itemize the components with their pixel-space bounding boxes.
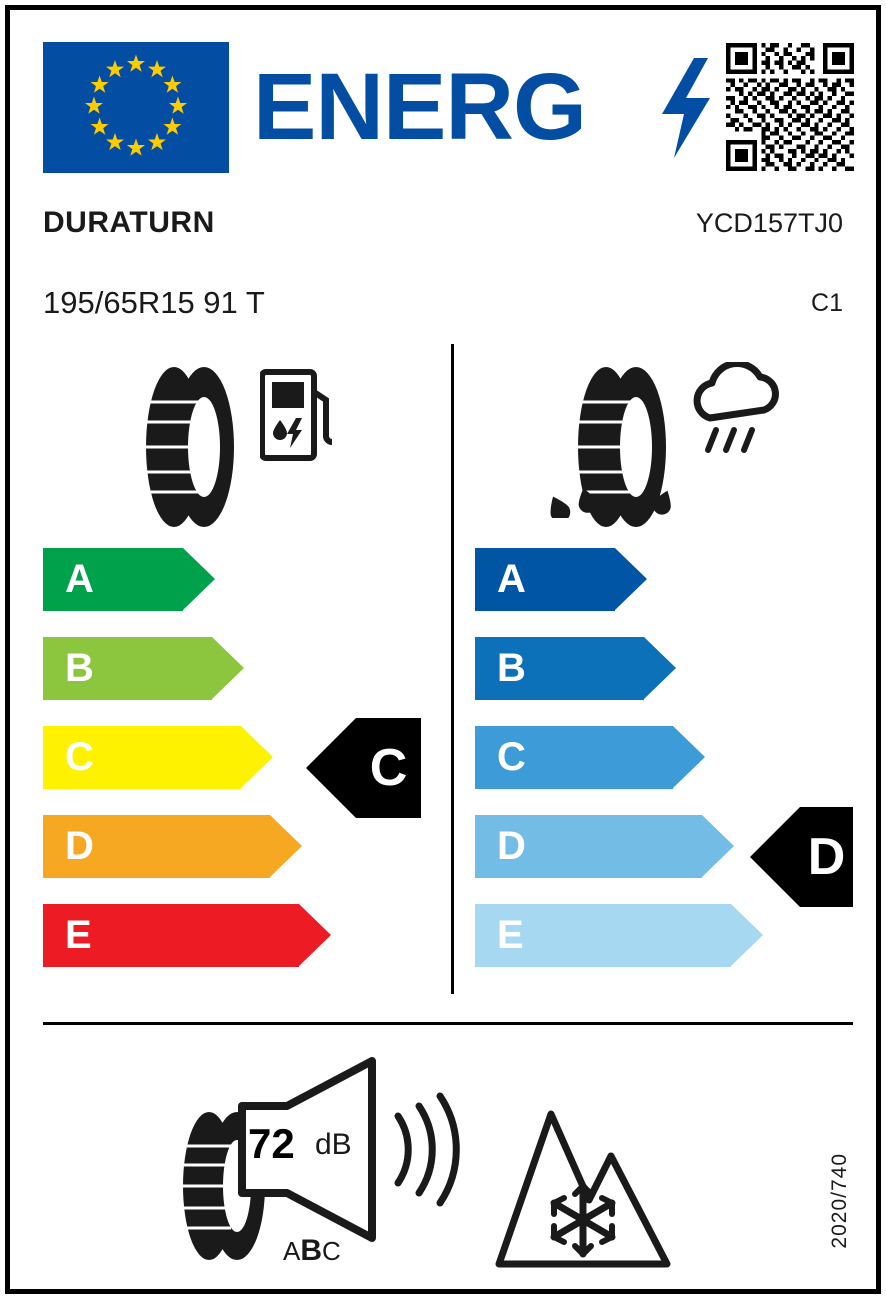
noise-value: 72 (248, 1120, 295, 1167)
wet-grade-a-letter: A (497, 557, 526, 601)
energy-label-frame (5, 5, 881, 1294)
rain-cloud-icon (686, 362, 791, 472)
wet-grade-d-letter: D (497, 824, 526, 868)
fuel-rating-letter: C (369, 739, 408, 797)
fuel-grade-d (43, 815, 302, 878)
wet-grade-c-letter: C (497, 735, 526, 779)
fuel-pump-icon (260, 368, 335, 463)
wet-grade-e (475, 904, 763, 967)
energy-wordmark: ENERG (253, 54, 586, 160)
water-splash-icon (538, 458, 698, 518)
wet-grade-a (475, 548, 647, 611)
noise-class-a: A (283, 1236, 301, 1266)
sound-waves-icon (388, 1092, 478, 1207)
fuel-grade-e-letter: E (65, 913, 92, 957)
tyre-class: C1 (811, 289, 843, 317)
noise-class-scale (283, 1234, 341, 1268)
fuel-grade-c-letter: C (65, 735, 94, 779)
eu-flag (43, 42, 229, 173)
noise-class-c: C (322, 1236, 341, 1266)
date-code: 2020/740 (828, 1153, 851, 1249)
three-peak-mountain-snowflake-icon (493, 1092, 673, 1272)
wet-rating-marker (800, 807, 853, 907)
vertical-divider (451, 344, 454, 994)
lightning-bolt-icon (660, 58, 712, 158)
wet-grade-b-letter: B (497, 646, 526, 690)
wet-rating-letter: D (807, 828, 846, 886)
qr-code (726, 43, 854, 171)
wet-grade-b (475, 637, 676, 700)
fuel-grade-a (43, 548, 215, 611)
fuel-grade-a-letter: A (65, 557, 94, 601)
horizontal-divider (43, 1022, 853, 1025)
fuel-grade-d-letter: D (65, 824, 94, 868)
fuel-grade-c (43, 726, 273, 789)
wet-grade-d (475, 815, 734, 878)
fuel-grade-b-letter: B (65, 646, 94, 690)
noise-class-b: B (300, 1234, 323, 1267)
fuel-grade-b (43, 637, 244, 700)
noise-unit: dB (315, 1128, 352, 1161)
eu-flag-stars (43, 42, 229, 173)
wet-grade-c (475, 726, 705, 789)
brand-name: DURATURN (43, 206, 215, 239)
wet-grade-e-letter: E (497, 913, 524, 957)
tyre-icon-fuel (134, 362, 254, 532)
model-code: YCD157TJ0 (695, 208, 843, 238)
fuel-rating-marker (356, 718, 421, 818)
fuel-grade-e (43, 904, 331, 967)
tyre-size: 195/65R15 91 T (43, 285, 265, 320)
